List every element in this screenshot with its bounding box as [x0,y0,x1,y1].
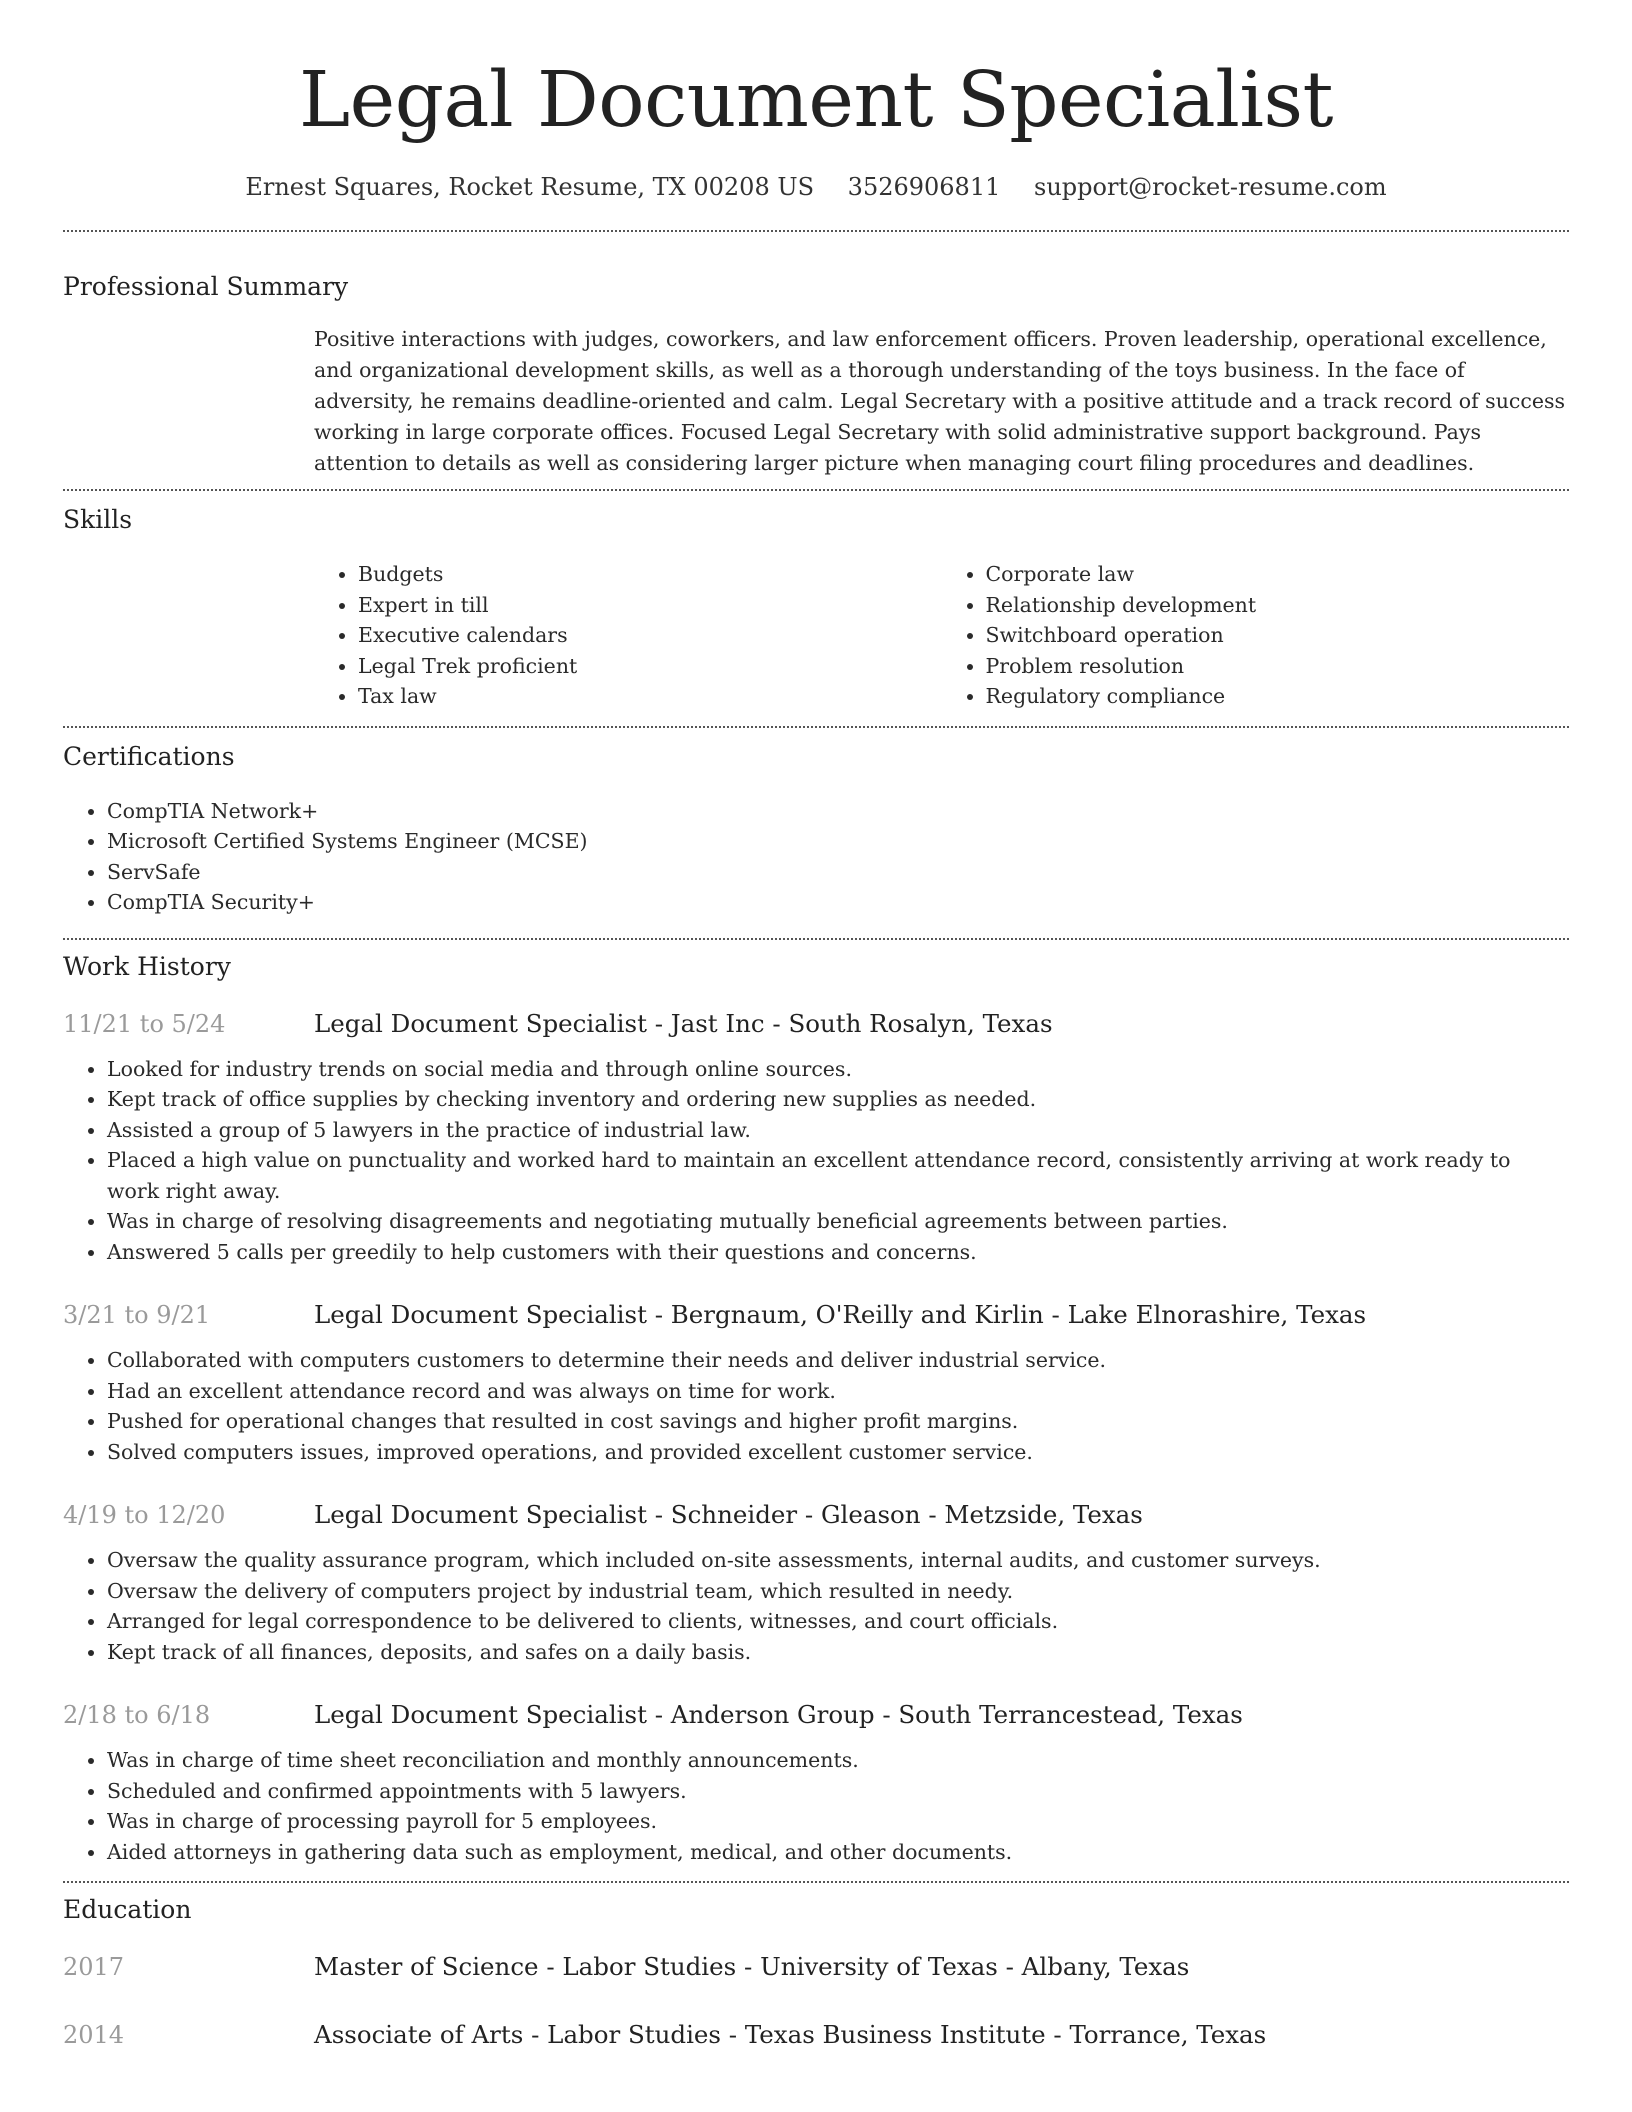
skills-section [63,505,1569,712]
skill-item: • Budgets [358,559,942,590]
job-bullet: • Looked for industry trends on social media and through online sources. [107,1054,1569,1085]
skill-item: • Relationship development [986,590,1570,621]
certification-item: • CompTIA Network+ [107,796,1569,827]
job-bullets [63,1745,1569,1867]
contact-address: Ernest Squares, Rocket Resume, TX 00208 US [245,173,815,201]
work-history-divider [63,1881,1569,1883]
job-bullet: • Was in charge of time sheet reconciliation and monthly announcements. [107,1745,1569,1776]
job-bullet: • Answered 5 calls per greedily to help customers with their questions and concerns. [107,1237,1569,1268]
education-section [63,1895,1569,2051]
skill-item: • Tax law [358,681,942,712]
job-entry [63,1299,1569,1467]
job-bullet: • Aided attorneys in gathering data such as employment, medical, and other documents. [107,1837,1569,1868]
job-date: 4/19 to 12/20 [63,1501,226,1529]
job-bullet: • Solved computers issues, improved operations, and provided excellent customer service. [107,1437,1569,1468]
job-header [63,1008,1569,1040]
job-bullets [63,1345,1569,1467]
job-bullets [63,1545,1569,1667]
job-date: 11/21 to 5/24 [63,1009,226,1038]
job-header [63,1299,1569,1331]
job-title: Legal Document Specialist - Anderson Group - South Terrancestead, Texas [314,1700,1243,1729]
skills-column-1 [314,559,942,712]
job-bullet: • Assisted a group of 5 lawyers in the practice of industrial law. [107,1115,1569,1146]
job-bullet: • Was in charge of resolving disagreements and negotiating mutually beneficial agreements between parties. [107,1206,1569,1237]
job-header [63,1499,1569,1531]
work-history-title: Work History [63,951,231,981]
job-bullet: • Scheduled and confirmed appointments with 5 lawyers. [107,1776,1569,1807]
education-degree: Master of Science - Labor Studies - University of Texas - Albany, Texas [314,1952,1190,1981]
education-entry [63,1951,1569,1983]
job-bullet: • Collaborated with computers customers to determine their needs and deliver industrial service. [107,1345,1569,1376]
resume-name: Legal Document Specialist [299,56,1333,145]
skill-item: • Switchboard operation [986,620,1570,651]
contact-phone: 3526906811 [847,173,1001,201]
certifications-section [63,742,1569,918]
job-date: 2/18 to 6/18 [63,1701,211,1729]
skills-title: Skills [63,505,133,534]
job-date: 3/21 to 9/21 [63,1301,211,1329]
certification-item: • CompTIA Security+ [107,887,1569,918]
skill-item: • Problem resolution [986,651,1570,682]
job-entry [63,1499,1569,1667]
education-date: 2014 [63,2021,125,2049]
job-bullet: • Pushed for operational changes that resulted in cost savings and higher profit margins. [107,1406,1569,1437]
skill-item: • Corporate law [986,559,1570,590]
skill-item: • Regulatory compliance [986,681,1570,712]
job-entry [63,1008,1569,1268]
education-entry [63,2019,1569,2051]
job-bullet: • Had an excellent attendance record and was always on time for work. [107,1376,1569,1407]
job-bullet: • Was in charge of processing payroll for 5 employees. [107,1806,1569,1837]
job-title: Legal Document Specialist - Schneider - Gleason - Metzside, Texas [314,1500,1143,1529]
job-bullets [63,1054,1569,1268]
skills-divider [63,726,1569,728]
skill-item: • Legal Trek proficient [358,651,942,682]
job-bullet: • Kept track of office supplies by checking inventory and ordering new supplies as needed. [107,1084,1569,1115]
certification-item: • Microsoft Certified Systems Engineer (MCSE) [107,826,1569,857]
job-bullet: • Placed a high value on punctuality and worked hard to maintain an excellent attendance record, consistently arriving at work ready to work right away. [107,1145,1569,1206]
job-bullet: • Arranged for legal correspondence to be delivered to clients, witnesses, and court officials. [107,1606,1569,1637]
skill-item: • Executive calendars [358,620,942,651]
skills-column-2 [942,559,1570,712]
certifications-list [63,796,1569,918]
job-bullet: • Oversaw the quality assurance program, which included on-site assessments, internal audits, and customer surveys. [107,1545,1569,1576]
job-header [63,1699,1569,1731]
summary-text: Positive interactions with judges, coworkers, and law enforcement officers. Proven leadership, operational excellence, and organizational development skills, as well as a thorough understanding of the toys business. In the face of adversity, he remains deadline-oriented and calm. Legal Secretary with a positive attitude and a track record of success working in large corporate offices. Focused Legal Secretary with solid administrative support background. Pays attention to details as well as considering larger picture when managing court filing procedures and deadlines. [314,327,1566,475]
education-degree: Associate of Arts - Labor Studies - Texas Business Institute - Torrance, Texas [314,2020,1267,2049]
certifications-title: Certifications [63,741,235,771]
certification-item: • ServSafe [107,857,1569,888]
skills-grid [314,559,1569,712]
certifications-divider [63,938,1569,940]
education-title: Education [63,1895,192,1924]
contact-email: support@rocket-resume.com [1034,173,1387,201]
education-date: 2017 [63,1953,125,1981]
header-divider [63,230,1569,232]
contact-line [63,172,1569,202]
job-bullet: • Oversaw the delivery of computers project by industrial team, which resulted in needy. [107,1576,1569,1607]
summary-divider [63,489,1569,491]
job-entry [63,1699,1569,1867]
job-title: Legal Document Specialist - Jast Inc - South Rosalyn, Texas [314,1008,1053,1038]
job-bullet: • Kept track of all finances, deposits, and safes on a daily basis. [107,1637,1569,1668]
work-history-section [63,952,1569,1868]
job-title: Legal Document Specialist - Bergnaum, O'Reilly and Kirlin - Lake Elnorashire, Texas [314,1300,1367,1329]
summary-title: Professional Summary [63,272,349,301]
summary-section [63,272,1569,479]
skill-item: • Expert in till [358,590,942,621]
